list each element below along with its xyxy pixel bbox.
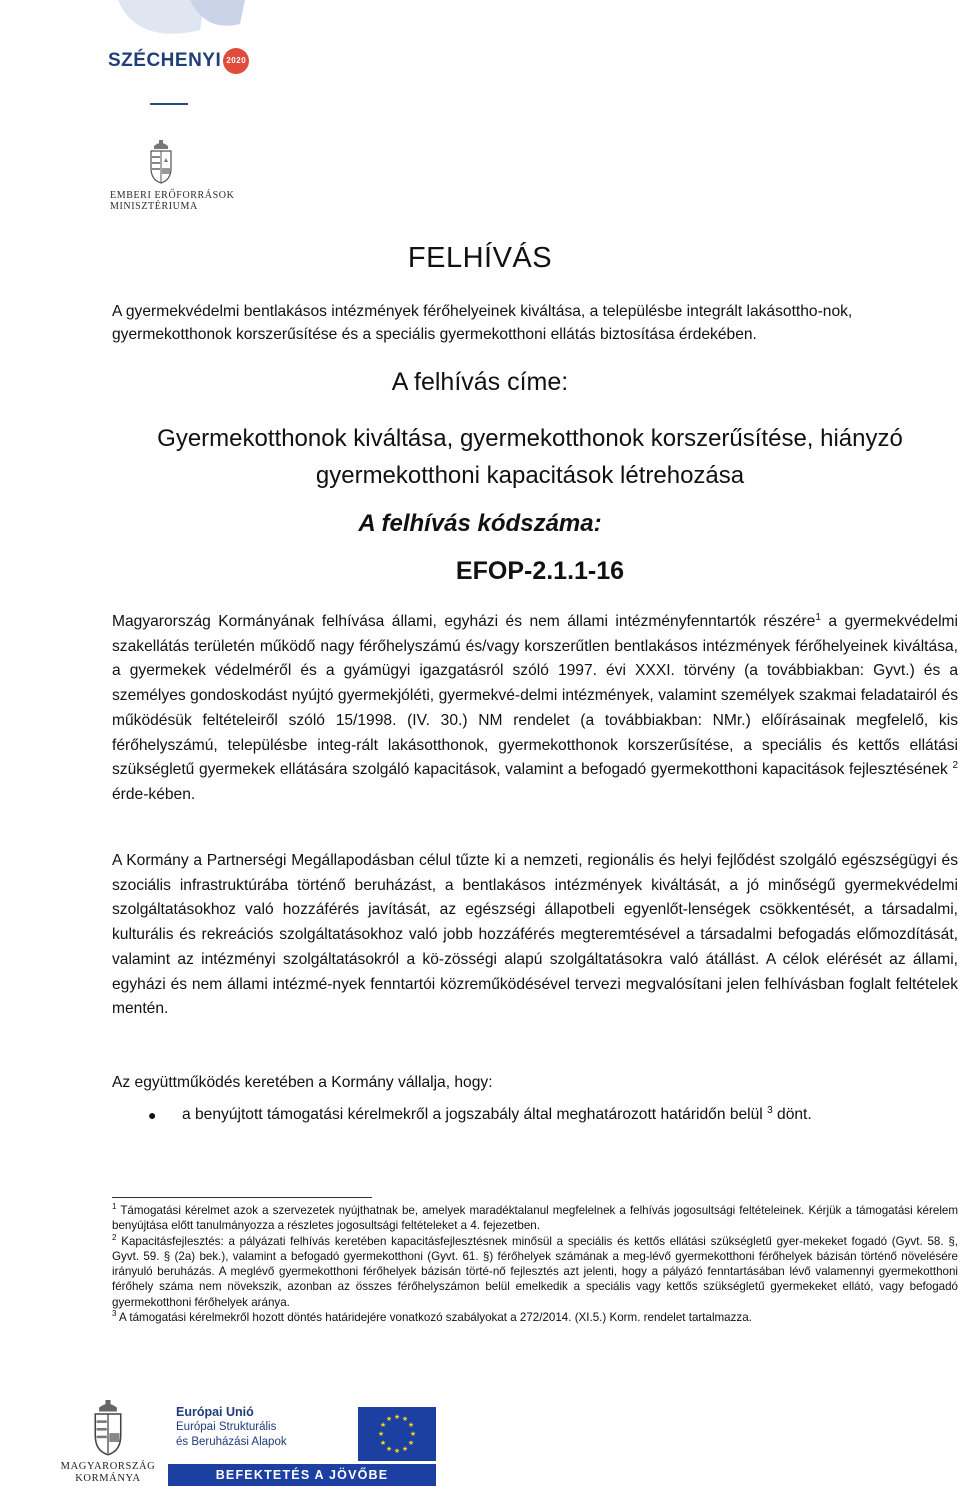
intro-paragraph: A gyermekvédelmi bentlakásos intézmények férőhelyeinek kiváltása, a településbe integrált lakásottho-nok, gyermekotthonok korszerűsítése és a speciális gyermekotthoni ellátás biztosítása érdekében. xyxy=(112,303,853,343)
eu-stars-icon xyxy=(358,1407,436,1461)
ministry-line: EMBERI ERŐFORRÁSOK xyxy=(110,190,235,201)
svg-text:★: ★ xyxy=(385,1415,393,1423)
svg-text:★: ★ xyxy=(407,1421,415,1429)
paragraph-1-text-a: Magyarország Kormányának felhívása állami, egyházi és nem állami intézményfenntartók részére xyxy=(112,613,816,630)
eu-title: Európai Unió xyxy=(176,1405,254,1419)
hungarian-government-logo xyxy=(58,1400,158,1485)
ministry-name xyxy=(110,190,234,212)
szechenyi-logo-text: SZÉCHENYI xyxy=(108,50,222,72)
bullet-text-a: a benyújtott támogatási kérelmekről a jogszabály által meghatározott határidőn belül xyxy=(182,1106,763,1123)
paragraph-1 xyxy=(112,610,958,808)
svg-text:★: ★ xyxy=(393,1447,401,1455)
paragraph-1-text-c: érde-kében. xyxy=(112,785,196,803)
svg-text:★: ★ xyxy=(379,1421,387,1429)
footnote-text: A támogatási kérelmekről hozott döntés határidejére vonatkozó szabályokat a 272/2014. (XI.5.) Korm. rendelet tartalmazza. xyxy=(119,1311,752,1325)
footnote-number: 2 xyxy=(112,1232,117,1242)
call-title-line: gyermekotthoni kapacitások létrehozása xyxy=(315,462,745,489)
svg-text:★: ★ xyxy=(401,1445,409,1453)
call-title-label: A felhívás címe: xyxy=(391,368,569,396)
eu-line: Európai Strukturális xyxy=(176,1421,277,1433)
call-title-line: Gyermekotthonok kiváltása, gyermekotthonok korszerűsítése, hiányzó xyxy=(157,425,903,452)
government-line: KORMÁNYA xyxy=(75,1473,141,1484)
footnotes xyxy=(112,1203,958,1325)
footnote-text: Támogatási kérelmet azok a szervezetek nyújthatnak be, amelyek maradéktalanul megfelelnek a felhívás jogosultsági feltételeinek. Kérjük a támogatási kérelem benyújtása előtt tanulmányozza a részletes jogosultsági feltételeket a 4. fejezetben. xyxy=(112,1204,958,1233)
ministry-line: MINISZTÉRIUMA xyxy=(110,201,198,212)
svg-text:★: ★ xyxy=(385,1445,393,1453)
header-logos xyxy=(0,0,260,230)
footnote xyxy=(112,1234,958,1310)
government-line: MAGYARORSZÁG xyxy=(60,1461,156,1472)
svg-text:★: ★ xyxy=(379,1439,387,1447)
footnote-text: Kapacitásfejlesztés: a pályázati felhívás keretében kapacitásfejlesztésnek minősül a speciális és kettős ellátási szükségletű gyer-mekeket fogadó (Gyvt. 58. §, Gyvt. 59. § (2a) bek.), valamint a befogadó gyermekotthoni (Gyvt. 61. §) férőhelyek számának a meg-lévő gyermekotthoni férőhelyek bázisán történő növelésére irányuló beruházás. A meglévő gyermekotthoni férőhelyek bázisán törté-nő fejlesztés azt jelenti, hogy a pályázó fenntartásában lévő valamennyi gyermekotthoni férőhely száma nem növekszik, azonban az összes férőhelyszámon belül emelkedik a speciális vagy kettős szükségletű gyermekeket ellátó, vagy befogadó gyermekotthoni férőhelyek aránya. xyxy=(112,1234,958,1309)
call-code: EFOP-2.1.1-16 xyxy=(455,557,625,585)
footnote xyxy=(112,1310,958,1325)
hungarian-crest-icon xyxy=(146,140,176,184)
bullet-text-b: dönt. xyxy=(772,1106,812,1123)
svg-text:★: ★ xyxy=(409,1430,417,1438)
list-item-text xyxy=(182,1106,812,1124)
svg-text:★: ★ xyxy=(393,1413,401,1421)
paragraph-3: Az együttműködés keretében a Kormány vállalja, hogy: xyxy=(112,1074,493,1091)
hungarian-crest-icon xyxy=(88,1400,128,1456)
footnote-ref[interactable]: 1 xyxy=(815,611,821,623)
document-title: FELHÍVÁS xyxy=(407,242,553,274)
logo-divider xyxy=(150,103,188,105)
call-title xyxy=(100,420,960,494)
footnote-number: 3 xyxy=(112,1309,117,1319)
footnote-number: 1 xyxy=(112,1202,117,1212)
paragraph-2: A Kormány a Partnerségi Megállapodásban célul tűzte ki a nemzeti, regionális és helyi fejlődést szolgáló egészségügyi és szociális infrastruktúrába történő beruházást, a bentlakásos intézmények kiváltását, a jó minőségű gyermekvédelmi szolgáltatásokhoz való hozzáférés javítását, az egészségi állapotbeli egyenlőt-lenségek csökkentését, a társadalmi, kulturális és rekreációs szolgáltatásokhoz való jobb hozzáférés megteremtésével a társadalmi befogadás előmozdítását, valamint az intézményi szolgáltatásokról a kö-zösségi alapú szolgáltatásokra való átállást. A célok elérését az állami, egyházi és nem állami intézmé-nyek fenntartói közreműködésével tervezi megvalósítani jelen felhívásban foglalt feltételek mentén. xyxy=(112,852,958,1018)
bullet-icon: ● xyxy=(148,1107,157,1123)
footnote-ref[interactable]: 3 xyxy=(767,1104,773,1116)
government-name xyxy=(58,1461,158,1485)
szechenyi-2020-logo xyxy=(108,48,249,74)
eu-slogan-bar: BEFEKTETÉS A JÖVŐBE xyxy=(168,1464,436,1486)
szechenyi-logo-year: 2020 xyxy=(223,48,249,74)
eu-funds-text xyxy=(176,1405,287,1450)
paragraph-1-text-b: a gyermekvédelmi szakellátás területén működő nagy férőhelyszámú és/vagy korszerűtlen bentlakásos intézmények férőhelyeinek kiváltása, a gyermekek védelméről és a gyámügyi igazgatásról szóló 1997. évi XXXI. törvény (a továbbiakban: Gyvt.) és a személyes gondoskodást nyújtó gyermekjóléti, gyermekvé-delmi intézmények, valamint személyek szakmai feladatairól és működésük feltételeiről szóló 15/1998. (IV. 30.) NM rendelet (a továbbiakban: NMr.) előírásainak megfelelő, kis férőhelyszámú, településbe integ-rált lakásotthonok, gyermekotthonok korszerűsítése, a speciális és kettős ellátási szükségletű gyermekek ellátására szolgáló kapacitások, valamint a befogadó gyermekotthoni kapacitások fejlesztésének xyxy=(112,613,958,779)
eu-line: és Beruházási Alapok xyxy=(176,1436,287,1448)
eu-funds-logo xyxy=(168,1405,436,1487)
svg-text:★: ★ xyxy=(407,1439,415,1447)
footnote-ref[interactable]: 2 xyxy=(952,760,958,772)
footnote-divider xyxy=(112,1197,372,1198)
call-code-label: A felhívás kódszáma: xyxy=(358,510,602,537)
footnote xyxy=(112,1203,958,1234)
eu-flag-icon xyxy=(358,1407,436,1461)
svg-text:★: ★ xyxy=(401,1415,409,1423)
svg-text:★: ★ xyxy=(377,1430,385,1438)
